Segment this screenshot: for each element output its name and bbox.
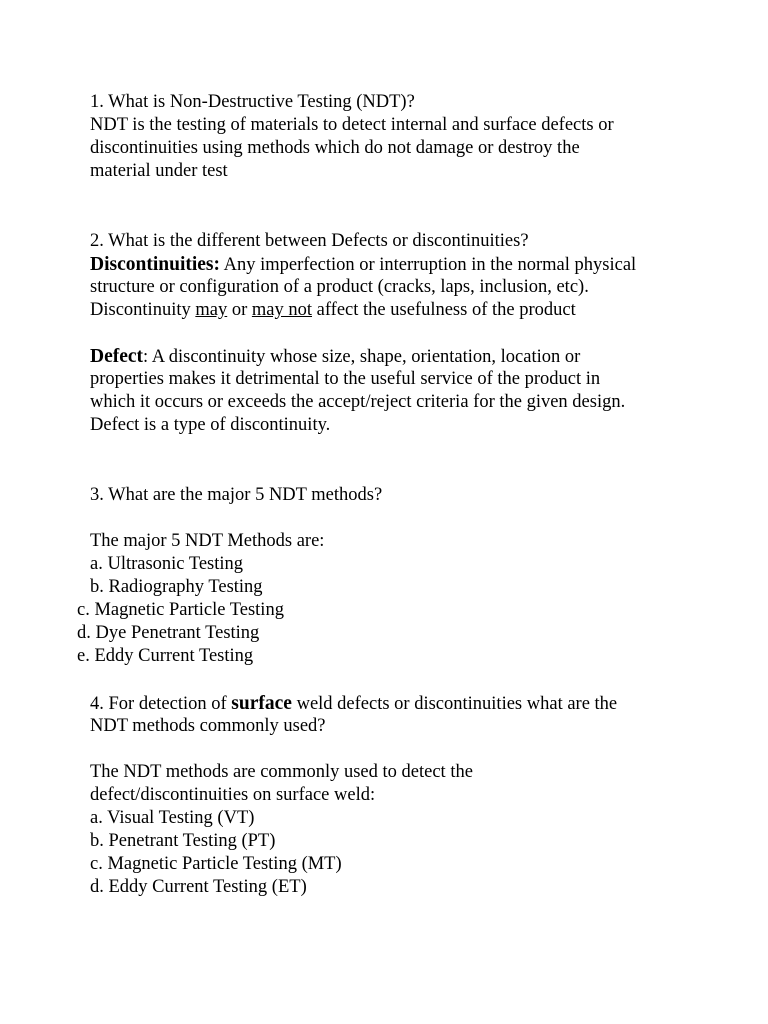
- defect-term: Defect: [90, 346, 144, 367]
- q1-answer-line: discontinuities using methods which do not damage or destroy the: [90, 138, 580, 158]
- q2-defect-line: which it occurs or exceeds the accept/reject criteria for the given design.: [90, 392, 626, 412]
- q2-defect-line: properties makes it detrimental to the useful service of the product in: [90, 369, 601, 389]
- q4-list-item: a. Visual Testing (VT): [90, 808, 255, 828]
- q3-list-item: b. Radiography Testing: [90, 577, 263, 597]
- q1-answer-line: NDT is the testing of materials to detect internal and surface defects or: [90, 115, 614, 135]
- q1-question: 1. What is Non-Destructive Testing (NDT)?: [90, 92, 415, 112]
- q4-question-line: NDT methods commonly used?: [90, 716, 326, 736]
- q3-list-item: e. Eddy Current Testing: [77, 646, 254, 666]
- underlined-may: may: [195, 300, 228, 320]
- underlined-may-not: may not: [251, 300, 313, 320]
- q3-list-item: d. Dye Penetrant Testing: [77, 623, 260, 643]
- q2-discontinuities-line: [90, 253, 636, 277]
- defect-definition: : A discontinuity whose size, shape, orientation, location or: [143, 347, 581, 367]
- q2-discontinuities-line: structure or configuration of a product (cracks, laps, inclusion, etc).: [90, 277, 589, 297]
- q4-intro-line: defect/discontinuities on surface weld:: [90, 785, 376, 805]
- text-span: affect the usefulness of the product: [312, 300, 576, 320]
- q3-question: 3. What are the major 5 NDT methods?: [90, 485, 383, 505]
- discontinuities-term: Discontinuities:: [90, 254, 221, 275]
- q1-answer-line: material under test: [90, 161, 228, 181]
- text-span: weld defects or discontinuities what are the: [291, 694, 618, 714]
- q4-list-item: d. Eddy Current Testing (ET): [90, 877, 307, 897]
- q2-discontinuities-line: [90, 299, 576, 322]
- q4-list-item: b. Penetrant Testing (PT): [90, 831, 276, 851]
- q2-defect-line: [90, 345, 580, 369]
- q4-list-item: c. Magnetic Particle Testing (MT): [90, 854, 342, 874]
- text-span: or: [227, 300, 252, 320]
- q2-defect-line: Defect is a type of discontinuity.: [90, 415, 331, 435]
- discontinuities-definition: Any imperfection or interruption in the normal physical: [220, 255, 637, 275]
- q4-question: [90, 692, 617, 716]
- q3-intro: The major 5 NDT Methods are:: [90, 531, 325, 551]
- q4-intro-line: The NDT methods are commonly used to detect the: [90, 762, 473, 782]
- text-span: 4. For detection of: [90, 694, 232, 714]
- q2-question: 2. What is the different between Defects or discontinuities?: [90, 231, 529, 251]
- q3-list-item: a. Ultrasonic Testing: [90, 554, 244, 574]
- text-span: Discontinuity: [90, 300, 196, 320]
- q3-list-item: c. Magnetic Particle Testing: [77, 600, 284, 620]
- surface-term: surface: [231, 693, 292, 714]
